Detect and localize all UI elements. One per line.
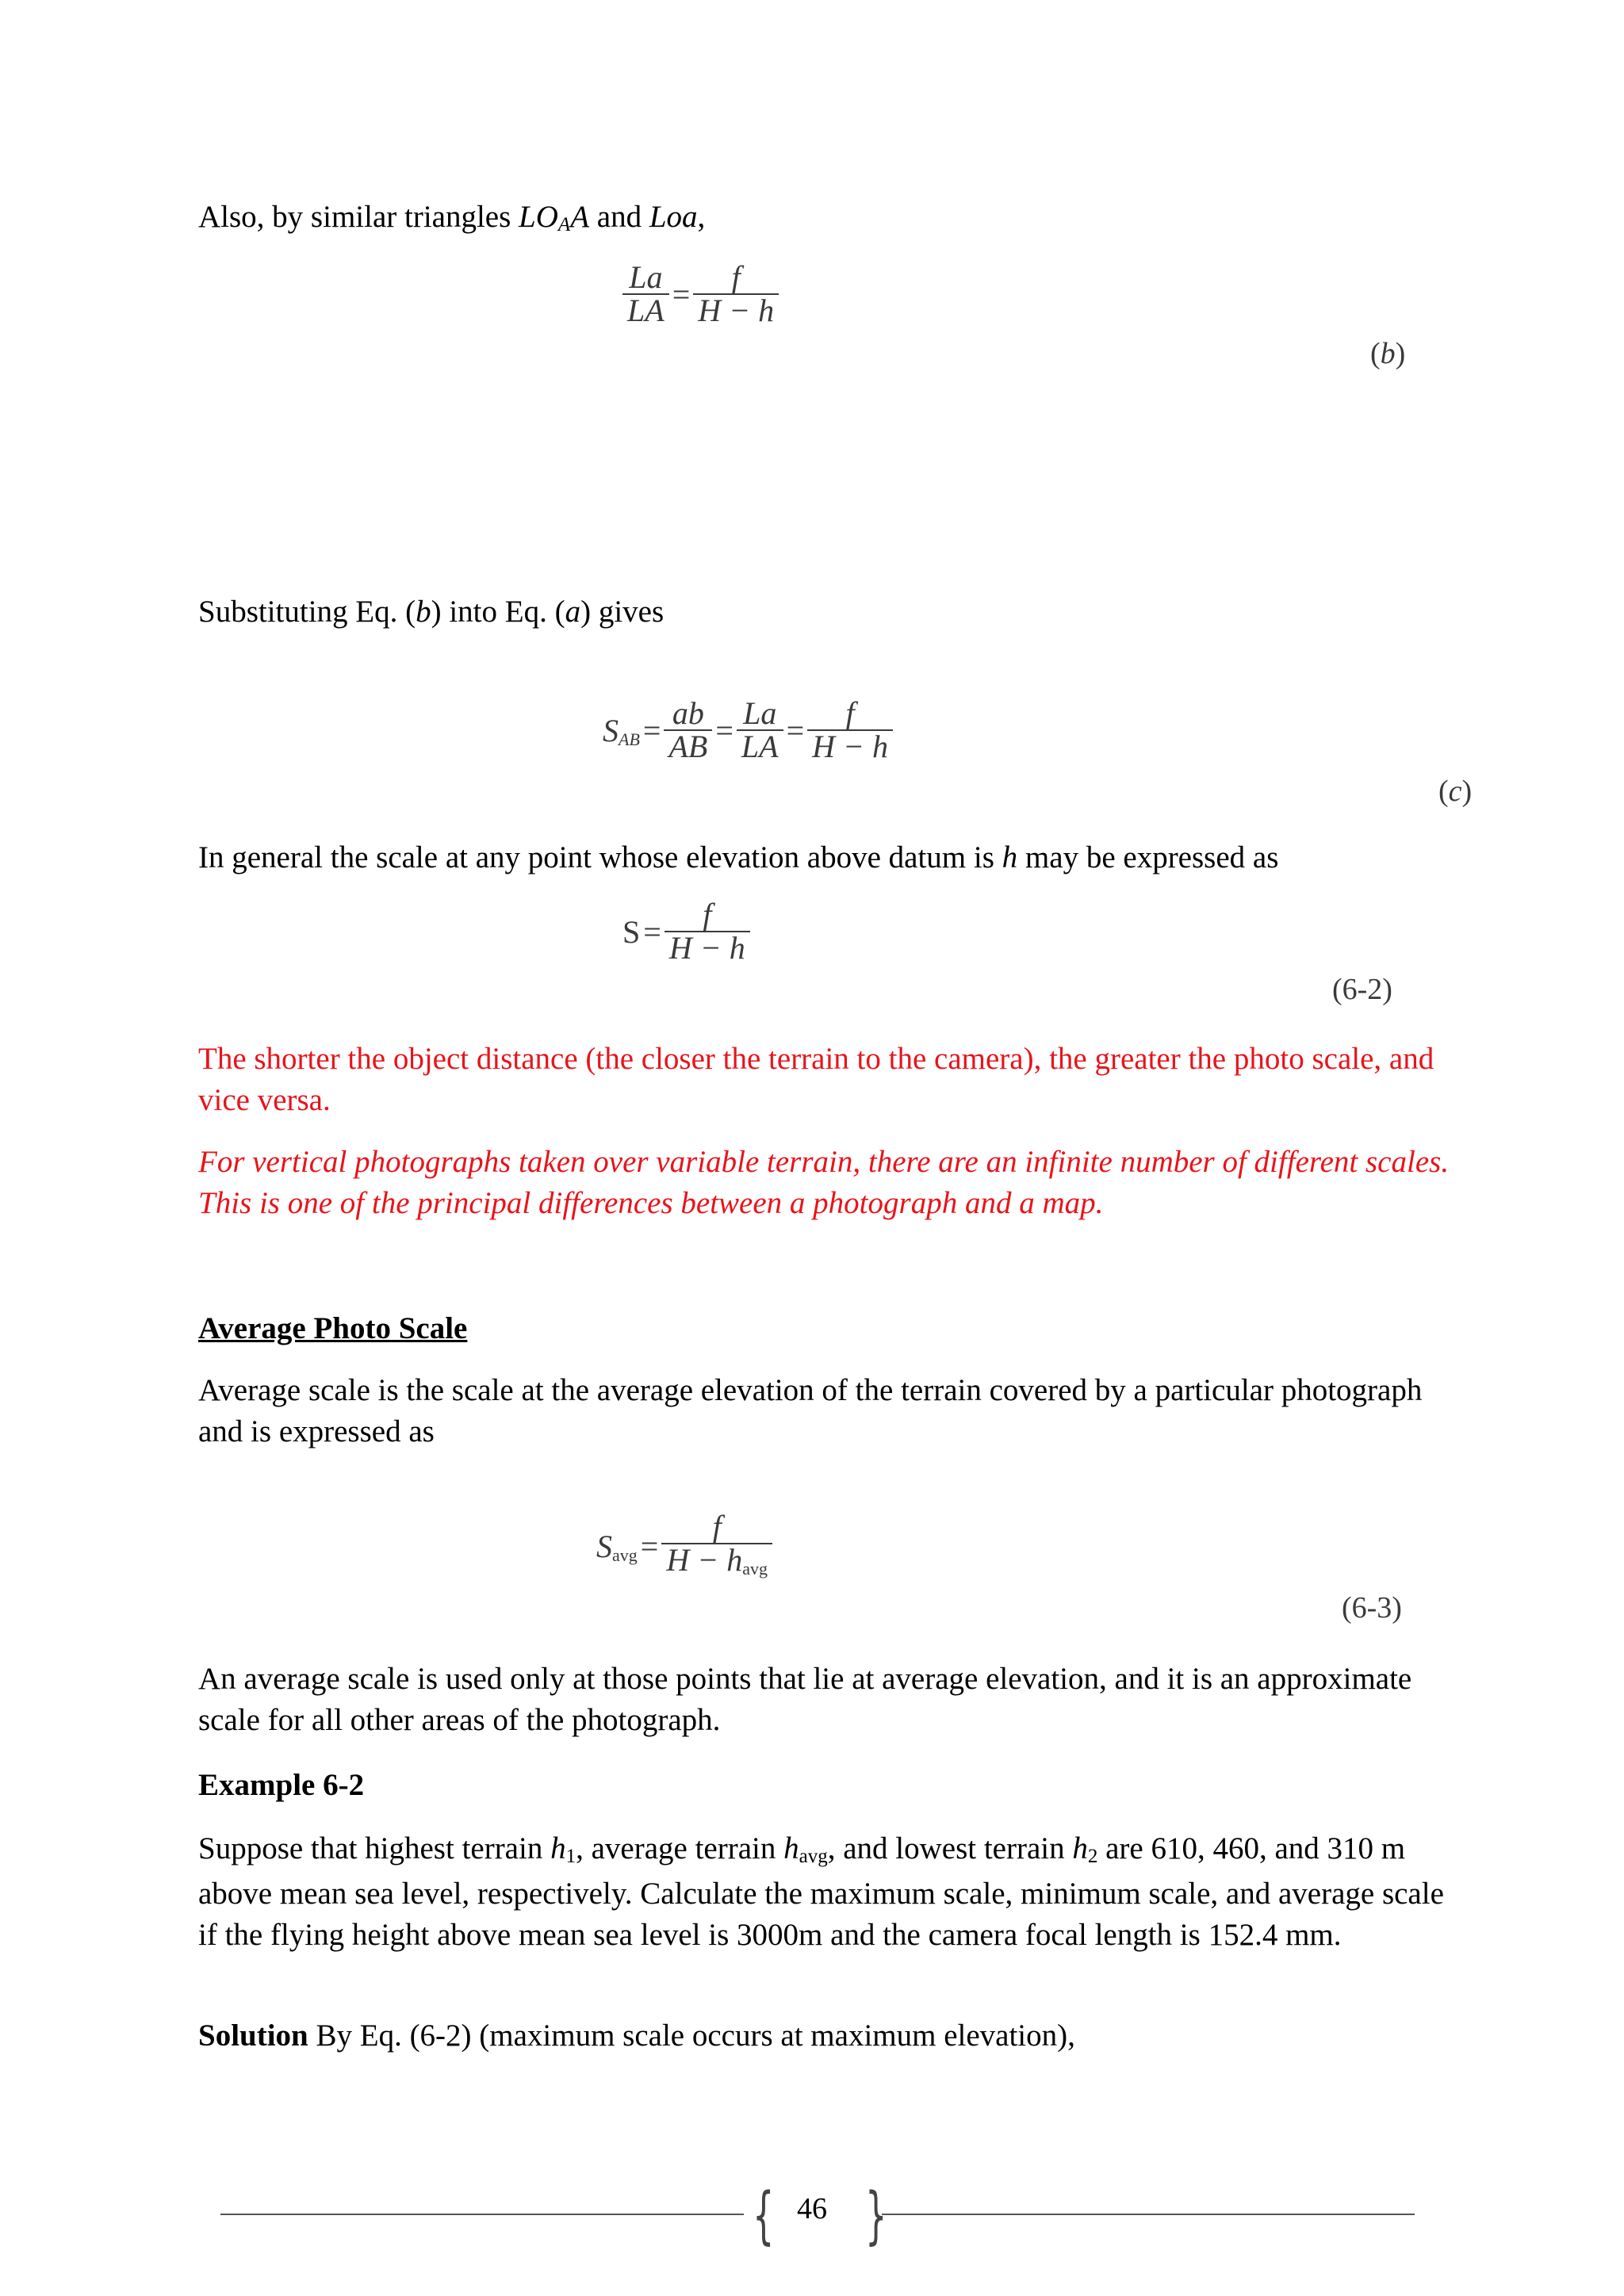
equals-sign: = [642, 712, 661, 748]
intro-and: and [589, 200, 649, 234]
substitution-paragraph: Substituting Eq. (b) into Eq. (a) gives [198, 595, 665, 629]
example-paragraph: Suppose that highest terrain $h_1$, average terrain $h_{avg}$, and lowest terrain $h_2$ are 610, 460, and 310 m above mean sea level, respectively. Calculate the maximum scale, minimum scale, and average scale if the flying height above mean sea level is 3000m and the camera focal length is 152.4 mm. [198, 1831, 1444, 1952]
equation-b [622, 259, 779, 328]
footer-rule-right [882, 2214, 1415, 2215]
eq-b-num2: f [731, 259, 741, 295]
triangle-1-subscript: A [557, 214, 571, 235]
eq-63-lhs: $S_{avg}$ [596, 1528, 638, 1565]
solution-text: By Eq. (6-2) (maximum scale occurs at maximum elevation), [308, 2019, 1075, 2053]
equation-6-3 [596, 1511, 772, 1581]
intro-text: Also, by similar triangles [198, 200, 519, 234]
average-definition-paragraph: Average scale is the scale at the average elevation of the terrain covered by a particular photograph and is expressed as [198, 1373, 1423, 1448]
intro-comma: , [697, 200, 706, 234]
solution-paragraph [198, 2015, 1451, 2057]
red-note: The shorter the object distance (the closer the terrain to the camera), the greater the photo scale, and vice versa. [198, 1042, 1434, 1117]
equation-c-label: (c) [1438, 775, 1473, 808]
fraction-la-over-la: $\frac{La}{LA}$ [737, 698, 783, 763]
fraction-f-over-h [693, 259, 779, 328]
page-number: 46 [797, 2192, 827, 2225]
example-title: Example 6-2 [198, 1768, 365, 1802]
equals-sign: = [786, 712, 805, 748]
eq-b-den1: LA [622, 293, 669, 327]
average-use-paragraph: An average scale is used only at those points that lie at average elevation, and it is an approximate scale for all other areas of the photograph. [198, 1662, 1412, 1737]
section-heading: Average Photo Scale [198, 1311, 468, 1345]
footer-brace-left: { [753, 2180, 775, 2252]
triangle-1-end: A [570, 200, 590, 234]
equation-6-2-label: (6-2) [1332, 973, 1392, 1006]
equals-sign: = [640, 1528, 659, 1564]
fraction-f-over-h: $\frac{f}{H - h}$ [807, 698, 893, 763]
footer-brace-right: } [865, 2180, 887, 2252]
solution-label: Solution [198, 2019, 308, 2053]
fraction-ab-over-ab: $\frac{ab}{AB}$ [664, 698, 712, 763]
equals-sign: = [715, 712, 733, 748]
triangle-2: Loa [649, 200, 698, 234]
equation-b-label: (b) [1370, 337, 1406, 370]
red-italic-note: For vertical photographs taken over variable terrain, there are an infinite number of different scales. This is one of the principal differences between a photograph and a map. [198, 1145, 1450, 1220]
equals-sign: = [643, 913, 661, 950]
eq-b-den2: H − h [693, 293, 779, 327]
equation-6-3-label: (6-3) [1342, 1591, 1402, 1624]
equals-sign: = [672, 276, 691, 312]
intro-paragraph [198, 197, 1451, 242]
general-scale-paragraph: In general the scale at any point whose elevation above datum is h may be expressed as [198, 840, 1279, 874]
eq-62-lhs: S [622, 913, 641, 950]
footer-rule-left [220, 2214, 744, 2215]
eq-b-num1: La [629, 259, 663, 295]
fraction-f-over-h-avg: $\frac{f}{H - h_{avg}}$ [661, 1511, 772, 1581]
fraction-f-over-h: $\frac{f}{H - h}$ [665, 899, 750, 964]
fraction-la-over-la [622, 259, 669, 328]
eq-c-lhs: $S_{AB}$ [603, 712, 640, 749]
equation-6-2 [622, 899, 750, 964]
equation-c [603, 695, 893, 764]
triangle-1-main: LO [519, 200, 558, 234]
